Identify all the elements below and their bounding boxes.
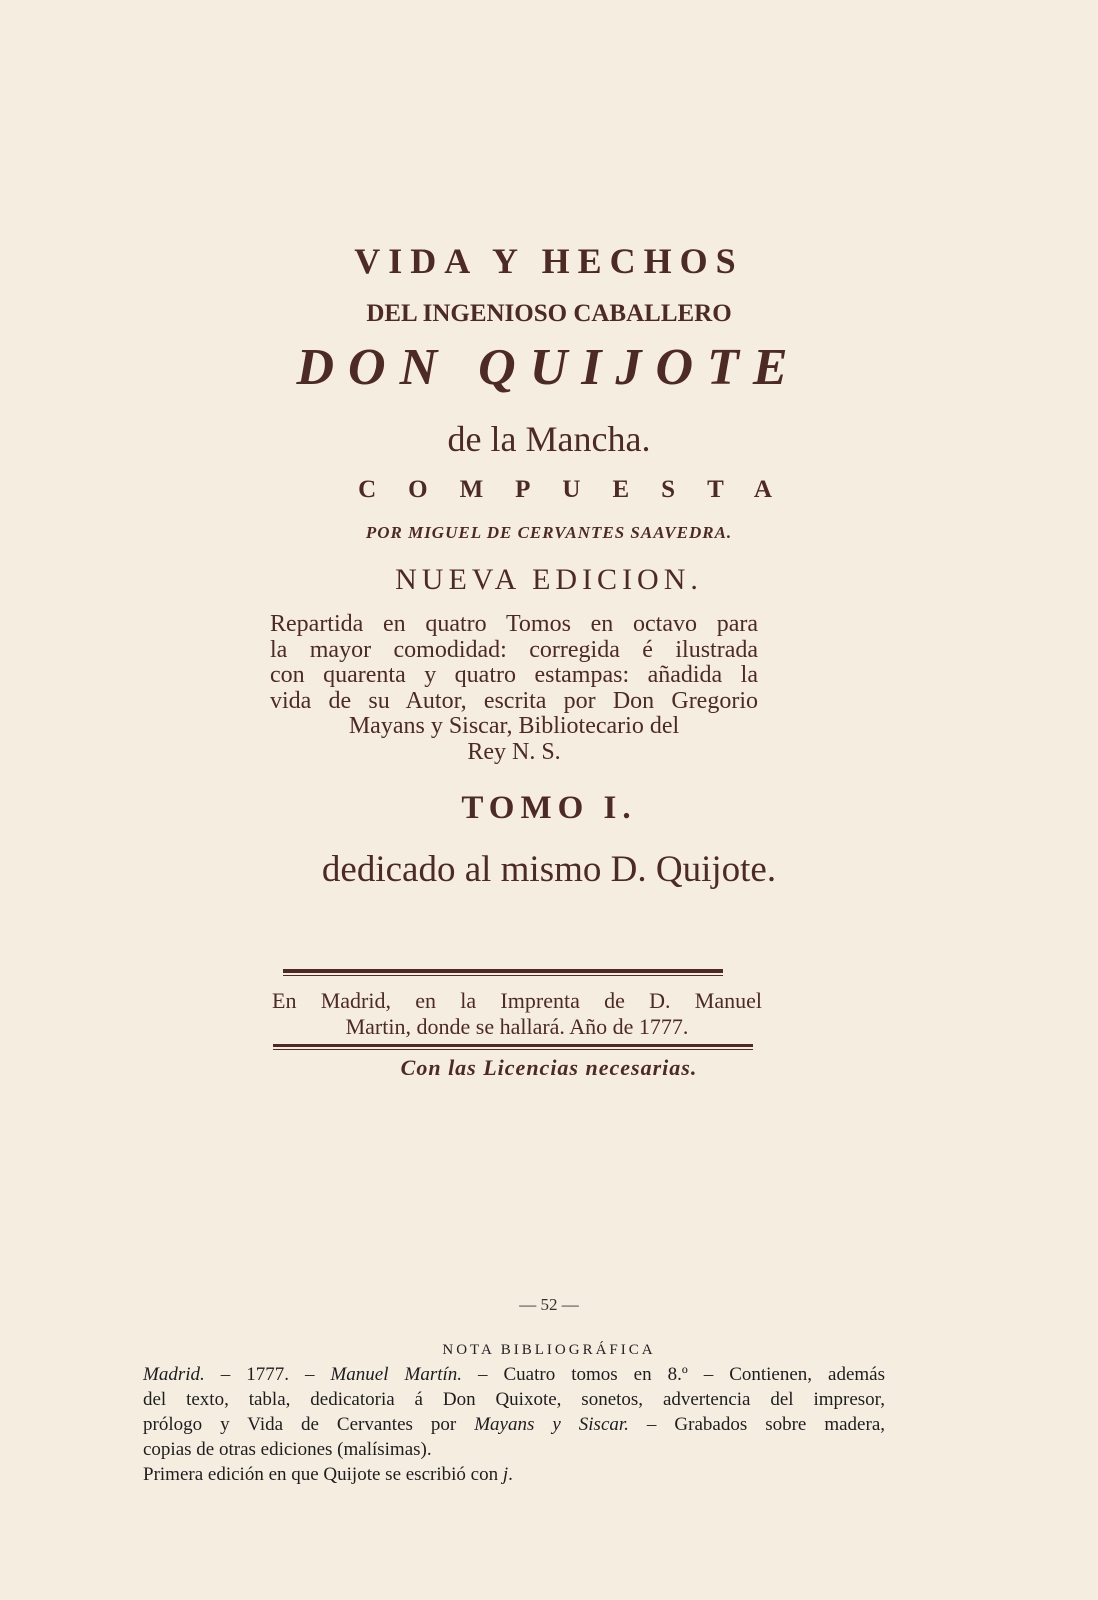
nota-text: . bbox=[508, 1464, 513, 1485]
ornamental-rule-bottom bbox=[273, 1044, 753, 1047]
page-number: — 52 — bbox=[519, 1295, 579, 1314]
ornamental-rule-top-thin bbox=[283, 975, 723, 976]
title-line-don-quijote: DON QUIJOTE bbox=[296, 339, 802, 396]
nota-text: – Grabados sobre madera, bbox=[628, 1414, 886, 1435]
nota-text: Primera edición en que Quijote se escribió con bbox=[143, 1464, 503, 1485]
nota-letter-j: j bbox=[502, 1464, 509, 1485]
imprint-line: En Madrid, en la Imprenta de D. Manuel bbox=[272, 988, 762, 1013]
title-line-mancha: de la Mancha. bbox=[447, 419, 651, 459]
nota-printer: Manuel Martín. bbox=[330, 1364, 463, 1385]
nota-place: Madrid. bbox=[143, 1364, 205, 1385]
nota-line: del texto, tabla, dedicatoria á Don Quixote, sonetos, advertencia del impresor, bbox=[143, 1389, 885, 1410]
nota-year: 1777. bbox=[246, 1364, 289, 1385]
title-line-vida-y-hechos: VIDA Y HECHOS bbox=[354, 241, 744, 281]
nota-text: – Cuatro tomos en 8.º – Contienen, además bbox=[462, 1364, 886, 1385]
nota-heading: NOTA BIBLIOGRÁFICA bbox=[442, 1342, 656, 1358]
nota-line bbox=[143, 1462, 885, 1487]
nota-line bbox=[143, 1412, 885, 1437]
description-line: vida de su Autor, escrita por Don Gregorio bbox=[270, 687, 758, 714]
description-line: con quarenta y quatro estampas: añadida la bbox=[270, 662, 758, 688]
title-line-compuesta: COMPUESTA bbox=[358, 476, 804, 503]
nota-text: prólogo y Vida de Cervantes por bbox=[143, 1414, 475, 1435]
ornamental-rule-top bbox=[283, 969, 723, 973]
imprint bbox=[272, 988, 762, 1040]
nota-line bbox=[143, 1362, 885, 1387]
nota-separator: – bbox=[288, 1364, 331, 1385]
description-line: Rey N. S. bbox=[467, 738, 561, 765]
licencias-line: Con las Licencias necesarias. bbox=[400, 1055, 698, 1080]
title-line-ingenioso-caballero: DEL INGENIOSO CABALLERO bbox=[366, 300, 732, 327]
imprint-line: Martin, donde se hallará. Año de 1777. bbox=[345, 1014, 689, 1039]
nota-bibliografica bbox=[143, 1362, 885, 1487]
dedication-line: dedicado al mismo D. Quijote. bbox=[321, 849, 777, 890]
ornamental-rule-bottom-thin bbox=[273, 1049, 753, 1050]
nota-separator: – bbox=[204, 1364, 247, 1385]
nota-line: copias de otras ediciones (malísimas). bbox=[143, 1439, 432, 1460]
description-line: Repartida en quatro Tomos en octavo para bbox=[270, 611, 758, 637]
description-line: Mayans y Siscar, Bibliotecario del bbox=[348, 713, 680, 739]
nota-editor: Mayans y Siscar. bbox=[474, 1414, 629, 1435]
volume-label: TOMO I. bbox=[461, 790, 637, 826]
title-line-author: POR MIGUEL DE CERVANTES SAAVEDRA. bbox=[365, 523, 733, 542]
edition-description bbox=[270, 612, 758, 765]
title-line-nueva-edicion: NUEVA EDICION. bbox=[395, 563, 703, 596]
description-line: la mayor comodidad: corregida é ilustrada bbox=[270, 636, 758, 663]
